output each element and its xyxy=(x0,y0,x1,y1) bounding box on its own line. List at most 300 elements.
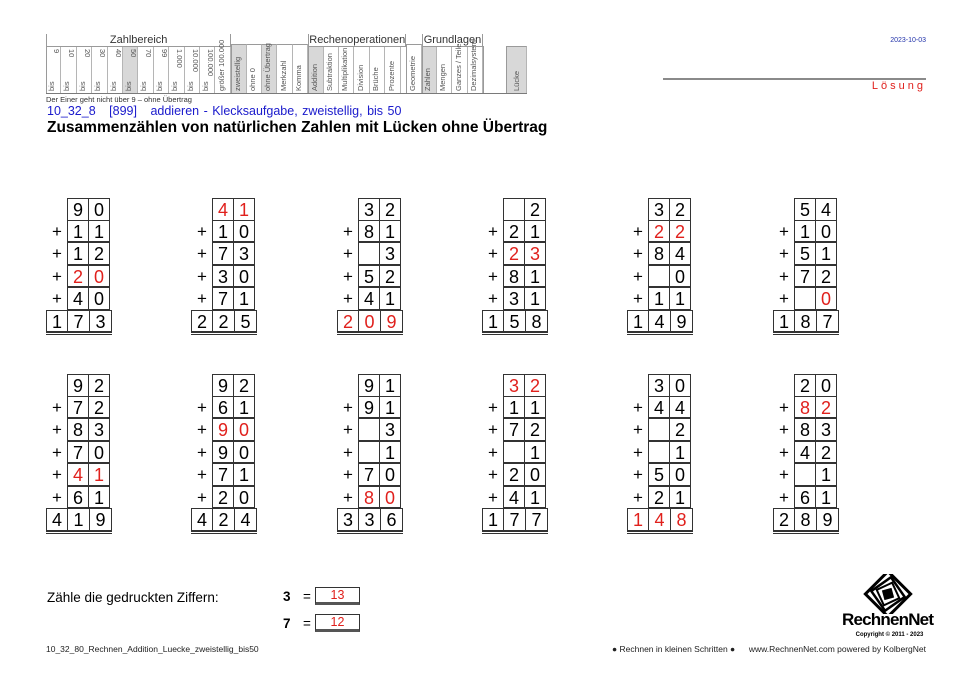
addition-problem xyxy=(46,374,112,534)
answer-digit-cell[interactable]: 8 xyxy=(358,486,380,509)
plus-sign xyxy=(482,198,504,221)
digit-cell[interactable]: 2 xyxy=(669,418,691,441)
addend-row xyxy=(627,198,693,221)
digit-cell[interactable]: 0 xyxy=(233,265,255,288)
plus-sign: + xyxy=(779,420,789,439)
digit-cell[interactable]: 2 xyxy=(524,418,546,441)
count-digit: 3 xyxy=(283,588,291,604)
digit-cell[interactable]: 6 xyxy=(212,396,234,419)
digit-cell[interactable]: 1 xyxy=(503,396,525,419)
plus-sign: + xyxy=(633,465,643,484)
addend-row xyxy=(773,419,839,442)
category-cell xyxy=(370,47,385,93)
answer-digit-cell[interactable]: 0 xyxy=(88,265,110,288)
plus-sign: + xyxy=(488,420,498,439)
category-group-title: Rechenoperationen xyxy=(309,34,406,46)
digit-cell[interactable] xyxy=(794,287,816,310)
digit-cell[interactable]: 7 xyxy=(212,242,234,265)
category-cell xyxy=(92,47,107,93)
digit-cell[interactable]: 2 xyxy=(815,441,837,464)
sum-digit-cell[interactable]: 9 xyxy=(380,310,403,333)
addend-row xyxy=(773,442,839,465)
addition-problem xyxy=(46,198,112,335)
addend-row xyxy=(191,198,257,221)
sum-digit-cell[interactable]: 3 xyxy=(337,508,359,531)
digit-cell[interactable]: 1 xyxy=(524,486,546,509)
digit-cell[interactable]: 4 xyxy=(815,198,837,221)
digit-cell[interactable]: 2 xyxy=(88,396,110,419)
category-cell-label: ohne 0 xyxy=(248,68,258,91)
digit-cell[interactable]: 9 xyxy=(212,374,234,397)
digit-cell[interactable]: 3 xyxy=(503,287,525,310)
addend-row xyxy=(773,374,839,397)
addend-row xyxy=(191,243,257,266)
answer-digit-cell[interactable]: 9 xyxy=(212,418,234,441)
digit-cell[interactable]: 2 xyxy=(88,374,110,397)
plus-sign: + xyxy=(633,487,643,507)
category-cell-label: Lücke xyxy=(511,70,521,91)
answer-digit-cell[interactable]: 0 xyxy=(379,486,401,509)
digit-cell[interactable]: 0 xyxy=(88,441,110,464)
digit-cell[interactable]: 1 xyxy=(524,220,546,243)
digit-cell[interactable]: 1 xyxy=(379,374,401,397)
digit-cell[interactable]: 1 xyxy=(815,242,837,265)
addend-row xyxy=(46,198,112,221)
sum-digit-cell[interactable]: 5 xyxy=(234,310,257,333)
addend-row xyxy=(337,442,403,465)
plus-sign: + xyxy=(343,442,353,462)
sum-digit-cell[interactable]: 1 xyxy=(46,310,68,333)
addend-row xyxy=(337,198,403,221)
plus-sign: + xyxy=(633,420,643,439)
plus-sign: + xyxy=(343,266,353,286)
category-cell xyxy=(46,47,61,93)
digit-cell[interactable]: 1 xyxy=(648,287,670,310)
digit-cell[interactable] xyxy=(648,265,670,288)
sum-digit-cell[interactable]: 2 xyxy=(212,508,235,531)
category-group-title xyxy=(406,32,421,44)
category-cell-prefix: bis xyxy=(47,81,57,91)
sum-digit-cell[interactable]: 7 xyxy=(503,508,526,531)
digit-cell[interactable]: 3 xyxy=(648,374,670,397)
plus-sign: + xyxy=(343,420,353,439)
addition-problem xyxy=(337,374,403,534)
digit-cell[interactable]: 1 xyxy=(524,396,546,419)
digit-cell[interactable]: 1 xyxy=(379,441,401,464)
digit-cell[interactable] xyxy=(503,441,525,464)
digit-cell[interactable]: 2 xyxy=(503,220,525,243)
plus-sign: + xyxy=(197,244,207,263)
sum-digit-cell[interactable]: 1 xyxy=(482,508,504,531)
category-cell xyxy=(483,46,507,93)
category-cell xyxy=(169,47,184,93)
plus-sign: + xyxy=(52,487,62,507)
answer-digit-cell[interactable]: 3 xyxy=(503,374,525,397)
plus-sign xyxy=(337,374,359,397)
plus-sign: + xyxy=(633,442,643,462)
answer-digit-cell[interactable]: 4 xyxy=(212,198,234,221)
answer-digit-cell[interactable]: 2 xyxy=(815,396,837,419)
sum-row xyxy=(337,508,403,534)
digit-cell[interactable]: 7 xyxy=(358,463,380,486)
sum-digit-cell[interactable]: 9 xyxy=(816,508,839,531)
digit-cell[interactable]: 3 xyxy=(88,418,110,441)
digit-cell[interactable] xyxy=(358,418,380,441)
category-cell-label: Subtraktion xyxy=(325,53,334,91)
digit-cell[interactable]: 1 xyxy=(669,287,691,310)
category-cell xyxy=(308,47,323,93)
digit-cell[interactable] xyxy=(503,198,525,221)
plus-sign: + xyxy=(52,397,62,417)
addend-row xyxy=(482,198,548,221)
plus-sign: + xyxy=(343,289,353,308)
digit-cell[interactable]: 9 xyxy=(212,441,234,464)
digit-cell[interactable]: 2 xyxy=(88,242,110,265)
digit-cell[interactable]: 8 xyxy=(358,220,380,243)
answer-digit-cell[interactable]: 2 xyxy=(524,374,546,397)
digit-cell[interactable]: 0 xyxy=(233,220,255,243)
sum-digit-cell[interactable]: 6 xyxy=(380,508,403,531)
solution-label: Lösung xyxy=(871,80,926,92)
plus-sign: + xyxy=(52,289,62,308)
digit-cell[interactable]: 3 xyxy=(815,418,837,441)
digit-cell[interactable]: 0 xyxy=(524,463,546,486)
digit-cell[interactable]: 7 xyxy=(212,463,234,486)
digit-cell[interactable]: 7 xyxy=(67,396,89,419)
digit-cell[interactable] xyxy=(794,463,816,486)
digit-cell[interactable]: 4 xyxy=(669,396,691,419)
category-group xyxy=(46,34,231,93)
plus-sign: + xyxy=(52,221,62,241)
digit-cell[interactable]: 7 xyxy=(67,441,89,464)
plus-sign: + xyxy=(779,465,789,484)
digit-cell[interactable]: 1 xyxy=(212,220,234,243)
digit-cell[interactable]: 0 xyxy=(815,220,837,243)
sum-digit-cell[interactable]: 4 xyxy=(648,310,671,333)
digit-cell[interactable]: 1 xyxy=(67,242,89,265)
slogan-label: ● Rechnen in kleinen Schritten ● xyxy=(612,644,736,654)
answer-digit-cell[interactable]: 0 xyxy=(233,418,255,441)
worksheet-subtitle xyxy=(47,104,410,118)
digit-cell[interactable]: 6 xyxy=(794,486,816,509)
plus-sign: + xyxy=(197,487,207,507)
digit-cell[interactable]: 1 xyxy=(815,463,837,486)
digit-cell[interactable]: 1 xyxy=(524,265,546,288)
digit-cell[interactable]: 5 xyxy=(794,198,816,221)
digit-cell[interactable]: 2 xyxy=(503,463,525,486)
digit-cell[interactable]: 0 xyxy=(669,463,691,486)
digit-cell[interactable]: 1 xyxy=(88,486,110,509)
category-cell-prefix: bis xyxy=(185,81,195,91)
addend-row xyxy=(627,243,693,266)
digit-cell[interactable]: 9 xyxy=(67,198,89,221)
answer-digit-cell[interactable]: 2 xyxy=(67,265,89,288)
digit-cell[interactable]: 6 xyxy=(67,486,89,509)
digit-cell[interactable]: 0 xyxy=(669,265,691,288)
sum-digit-cell[interactable]: 2 xyxy=(191,310,213,333)
digit-cell[interactable]: 2 xyxy=(669,198,691,221)
category-cell-prefix: bis xyxy=(93,81,103,91)
addend-row xyxy=(482,374,548,397)
digit-cell[interactable]: 7 xyxy=(794,265,816,288)
digit-cell[interactable]: 4 xyxy=(648,396,670,419)
category-cell-label: Multiplikation xyxy=(340,47,350,91)
digit-cell[interactable]: 8 xyxy=(648,242,670,265)
plus-sign: + xyxy=(52,465,62,484)
category-cell xyxy=(200,47,215,93)
category-cell-prefix: bis xyxy=(62,81,72,91)
plus-sign: + xyxy=(633,289,643,308)
count-digit: 7 xyxy=(283,615,291,631)
sum-digit-cell[interactable]: 9 xyxy=(89,508,112,531)
addition-problem xyxy=(482,198,548,335)
plus-sign xyxy=(482,374,504,397)
digit-cell[interactable] xyxy=(648,441,670,464)
category-cell xyxy=(354,47,369,93)
category-cell-label: Prozente xyxy=(386,60,396,91)
digit-cell[interactable]: 1 xyxy=(524,441,546,464)
plus-sign: + xyxy=(779,397,789,417)
answer-digit-cell[interactable]: 4 xyxy=(67,463,89,486)
digit-cell[interactable]: 3 xyxy=(379,418,401,441)
category-cell xyxy=(422,47,437,93)
digit-cell[interactable]: 9 xyxy=(358,396,380,419)
category-cell-label: Addition xyxy=(309,63,319,91)
digit-cell[interactable]: 5 xyxy=(358,265,380,288)
addend-row xyxy=(773,266,839,289)
digit-cell[interactable]: 2 xyxy=(815,265,837,288)
sum-digit-cell[interactable]: 2 xyxy=(337,310,359,333)
category-cell xyxy=(108,47,123,93)
digit-cell[interactable] xyxy=(358,441,380,464)
category-cell-label: Merkzahl xyxy=(278,60,288,91)
sum-row xyxy=(482,508,548,534)
addition-problem xyxy=(627,374,693,534)
answer-digit-cell[interactable]: 1 xyxy=(233,198,255,221)
addend-row xyxy=(482,243,548,266)
sum-digit-cell[interactable]: 8 xyxy=(525,310,548,333)
digit-cell[interactable]: 3 xyxy=(358,198,380,221)
digit-cell[interactable]: 8 xyxy=(67,418,89,441)
digit-cell[interactable]: 0 xyxy=(88,287,110,310)
digit-cell[interactable]: 0 xyxy=(669,374,691,397)
digit-cell[interactable]: 3 xyxy=(212,265,234,288)
sum-digit-cell[interactable]: 8 xyxy=(794,508,817,531)
answer-digit-cell[interactable]: 2 xyxy=(503,242,525,265)
digit-cell[interactable]: 2 xyxy=(524,198,546,221)
addend-row xyxy=(46,442,112,465)
sum-digit-cell[interactable]: 1 xyxy=(67,508,90,531)
category-cell xyxy=(385,47,400,93)
sum-digit-cell[interactable]: 1 xyxy=(627,508,649,531)
answer-digit-cell[interactable]: 3 xyxy=(524,242,546,265)
addend-row xyxy=(482,266,548,289)
plus-sign: + xyxy=(197,397,207,417)
digit-cell[interactable]: 4 xyxy=(794,441,816,464)
sum-digit-cell[interactable]: 3 xyxy=(358,508,381,531)
sum-digit-cell[interactable]: 5 xyxy=(503,310,526,333)
digit-cell[interactable]: 1 xyxy=(669,441,691,464)
sum-row xyxy=(773,508,839,534)
answer-digit-cell[interactable]: 2 xyxy=(648,220,670,243)
answer-digit-cell[interactable]: 0 xyxy=(815,287,837,310)
sum-digit-cell[interactable]: 7 xyxy=(816,310,839,333)
sum-digit-cell[interactable]: 2 xyxy=(212,310,235,333)
category-cell-prefix: bis xyxy=(139,81,149,91)
addend-row xyxy=(337,419,403,442)
plus-sign: + xyxy=(488,442,498,462)
digit-cell[interactable]: 1 xyxy=(233,463,255,486)
equals-sign: = xyxy=(303,615,311,631)
digit-cell[interactable] xyxy=(358,242,380,265)
plus-sign: + xyxy=(343,244,353,263)
plus-sign: + xyxy=(197,289,207,308)
addend-row xyxy=(337,464,403,487)
addend-row xyxy=(627,221,693,244)
filename-label: 10_32_80_Rechnen_Addition_Luecke_zweistellig_bis50 xyxy=(46,644,259,654)
digit-cell[interactable]: 0 xyxy=(815,374,837,397)
answer-digit-cell[interactable]: 8 xyxy=(794,396,816,419)
plus-sign: + xyxy=(197,442,207,462)
sum-digit-cell[interactable]: 4 xyxy=(648,508,671,531)
digit-cell[interactable]: 1 xyxy=(669,486,691,509)
sum-digit-cell[interactable]: 8 xyxy=(670,508,693,531)
digit-cell[interactable]: 3 xyxy=(648,198,670,221)
addend-row xyxy=(337,288,403,311)
digit-cell[interactable]: 2 xyxy=(379,265,401,288)
digit-cell[interactable]: 5 xyxy=(794,242,816,265)
sum-row xyxy=(773,310,839,336)
answer-digit-cell[interactable]: 1 xyxy=(88,463,110,486)
digit-cell[interactable]: 4 xyxy=(358,287,380,310)
sum-digit-cell[interactable]: 4 xyxy=(191,508,213,531)
addend-row xyxy=(191,374,257,397)
category-cell-value: 100.000 xyxy=(205,49,215,77)
digit-cell[interactable]: 2 xyxy=(794,374,816,397)
category-cell-value: 30 xyxy=(98,49,108,58)
category-group xyxy=(422,34,484,93)
site-link[interactable]: www.RechnenNet.com powered by KolbergNet xyxy=(748,644,926,654)
digit-cell[interactable]: 1 xyxy=(233,287,255,310)
sum-digit-cell[interactable]: 0 xyxy=(358,310,381,333)
digit-cell[interactable]: 4 xyxy=(67,287,89,310)
worksheet-note: Der Einer geht nicht über 9 – ohne Übertrag xyxy=(46,95,192,104)
addend-row xyxy=(773,487,839,510)
digit-cell[interactable]: 1 xyxy=(815,486,837,509)
category-cell xyxy=(247,44,262,93)
plus-sign: + xyxy=(52,442,62,462)
sum-row xyxy=(46,508,112,534)
digit-cell[interactable]: 8 xyxy=(503,265,525,288)
sum-digit-cell[interactable]: 9 xyxy=(670,310,693,333)
plus-sign: + xyxy=(779,442,789,462)
digit-cell[interactable]: 4 xyxy=(669,242,691,265)
category-cell xyxy=(452,43,467,93)
sum-digit-cell[interactable]: 3 xyxy=(89,310,112,333)
worksheet-code: 10_32_8 xyxy=(47,104,96,118)
addend-row xyxy=(482,221,548,244)
sum-digit-cell[interactable]: 1 xyxy=(773,310,795,333)
addend-row xyxy=(337,243,403,266)
answer-digit-cell[interactable]: 2 xyxy=(669,220,691,243)
category-cell-value: 10.000 xyxy=(190,49,200,72)
addition-problem xyxy=(627,198,693,335)
addition-problem xyxy=(191,198,257,335)
digit-cell[interactable]: 3 xyxy=(379,242,401,265)
digit-cell[interactable]: 9 xyxy=(358,374,380,397)
digit-cell[interactable]: 0 xyxy=(379,463,401,486)
digit-cell[interactable] xyxy=(648,418,670,441)
digit-cell[interactable]: 5 xyxy=(648,463,670,486)
count-answer-box[interactable]: 12 xyxy=(315,614,360,632)
digit-cell[interactable]: 7 xyxy=(212,287,234,310)
plus-sign: + xyxy=(52,266,62,286)
digit-cell[interactable]: 1 xyxy=(67,220,89,243)
sum-digit-cell[interactable]: 4 xyxy=(234,508,257,531)
digit-cell[interactable]: 1 xyxy=(233,396,255,419)
sum-digit-cell[interactable]: 8 xyxy=(794,310,817,333)
category-cell xyxy=(507,46,527,93)
digit-cell[interactable]: 4 xyxy=(503,486,525,509)
digit-cell[interactable]: 2 xyxy=(233,374,255,397)
digit-cell[interactable]: 0 xyxy=(88,198,110,221)
category-cell-value: 40 xyxy=(113,49,123,58)
sum-digit-cell[interactable]: 7 xyxy=(67,310,90,333)
category-cell xyxy=(61,47,76,93)
category-cell xyxy=(154,47,169,93)
digit-cell[interactable]: 1 xyxy=(379,287,401,310)
digit-cell[interactable]: 2 xyxy=(379,198,401,221)
addend-row xyxy=(191,487,257,510)
category-cell-label: Ganzes / Teile xyxy=(453,43,463,91)
digit-cell[interactable]: 2 xyxy=(648,486,670,509)
digit-cell[interactable]: 3 xyxy=(233,242,255,265)
digit-cell[interactable]: 1 xyxy=(524,287,546,310)
digit-cell[interactable]: 0 xyxy=(233,486,255,509)
digit-cell[interactable]: 8 xyxy=(794,418,816,441)
digit-cell[interactable]: 1 xyxy=(88,220,110,243)
digit-cell[interactable]: 1 xyxy=(379,220,401,243)
plus-sign: + xyxy=(52,244,62,263)
sum-digit-cell[interactable]: 2 xyxy=(773,508,795,531)
sum-digit-cell[interactable]: 1 xyxy=(627,310,649,333)
digit-cell[interactable]: 1 xyxy=(379,396,401,419)
digit-cell[interactable]: 2 xyxy=(212,486,234,509)
addend-row xyxy=(773,198,839,221)
plus-sign: + xyxy=(488,397,498,417)
digit-cell[interactable]: 9 xyxy=(67,374,89,397)
sum-digit-cell[interactable]: 1 xyxy=(482,310,504,333)
digit-cell[interactable]: 7 xyxy=(503,418,525,441)
sum-digit-cell[interactable]: 7 xyxy=(525,508,548,531)
digit-cell[interactable]: 1 xyxy=(794,220,816,243)
addition-problem xyxy=(482,374,548,534)
addend-row xyxy=(191,419,257,442)
digit-cell[interactable]: 0 xyxy=(233,441,255,464)
addend-row xyxy=(46,221,112,244)
addend-row xyxy=(191,266,257,289)
plus-sign xyxy=(46,198,68,221)
count-answer-box[interactable]: 13 xyxy=(315,587,360,605)
spiral-logo-icon xyxy=(842,574,930,614)
addend-row xyxy=(46,397,112,420)
plus-sign xyxy=(191,374,213,397)
sum-digit-cell[interactable]: 4 xyxy=(46,508,68,531)
addend-row xyxy=(773,397,839,420)
category-cell-value: 99 xyxy=(159,49,169,58)
count-label: Zähle die gedruckten Ziffern: xyxy=(47,590,219,605)
plus-sign: + xyxy=(488,221,498,241)
